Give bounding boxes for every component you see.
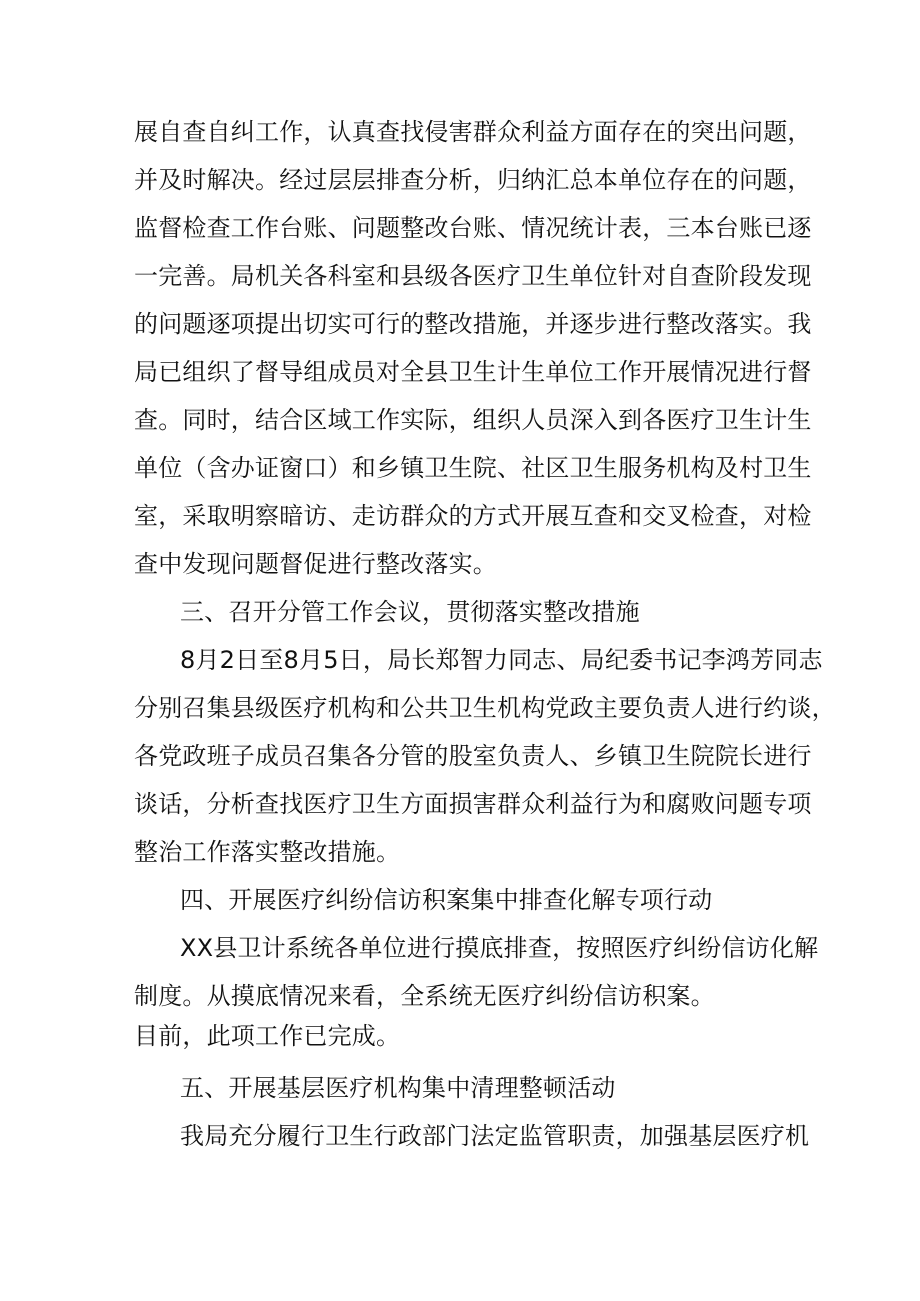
text-line: 制度。从摸底情况来看，全系统无医疗纠纷信访积案。 [134, 982, 715, 1010]
text-line: 8月2日至8月5日，局长郑智力同志、局纪委书记李鸿芳同志 [180, 646, 823, 674]
text-line: 并及时解决。经过层层排查分析，归纳汇总本单位存在的问题， [134, 166, 812, 194]
section-heading: 三、召开分管工作会议，贯彻落实整改措施 [180, 598, 640, 626]
text-line: XX县卫计系统各单位进行摸底排查，按照医疗纠纷信访化解 [180, 934, 819, 962]
text-line: 室，采取明察暗访、走访群众的方式开展互查和交叉检查，对检 [134, 502, 812, 530]
text-line: 目前，此项工作已完成。 [134, 1022, 401, 1050]
text-line: 的问题逐项提出切实可行的整改措施，并逐步进行整改落实。我 [134, 310, 812, 338]
section-heading: 五、开展基层医疗机构集中清理整顿活动 [180, 1074, 616, 1102]
text-line: 我局充分履行卫生行政部门法定监管职责，加强基层医疗机 [180, 1122, 810, 1150]
text-line: 单位（含办证窗口）和乡镇卫生院、社区卫生服务机构及村卫生 [134, 454, 812, 482]
text-line: 查。同时，结合区域工作实际，组织人员深入到各医疗卫生计生 [134, 406, 812, 434]
text-line: 整治工作落实整改措施。 [134, 838, 401, 866]
text-line: 一完善。局机关各科室和县级各医疗卫生单位针对自查阶段发现 [134, 262, 812, 290]
text-line: 分别召集县级医疗机构和公共卫生机构党政主要负责人进行约谈， [134, 694, 836, 722]
text-line: 局已组织了督导组成员对全县卫生计生单位工作开展情况进行督 [134, 358, 812, 386]
text-line: 监督检查工作台账、问题整改台账、情况统计表，三本台账已逐 [134, 214, 812, 242]
text-line: 谈话，分析查找医疗卫生方面损害群众利益行为和腐败问题专项 [134, 790, 812, 818]
text-line: 查中发现问题督促进行整改落实。 [134, 550, 497, 578]
text-line: 展自查自纠工作，认真查找侵害群众利益方面存在的突出问题， [134, 118, 812, 146]
section-heading: 四、开展医疗纠纷信访积案集中排查化解专项行动 [180, 886, 713, 914]
text-line: 各党政班子成员召集各分管的股室负责人、乡镇卫生院院长进行 [134, 742, 812, 770]
